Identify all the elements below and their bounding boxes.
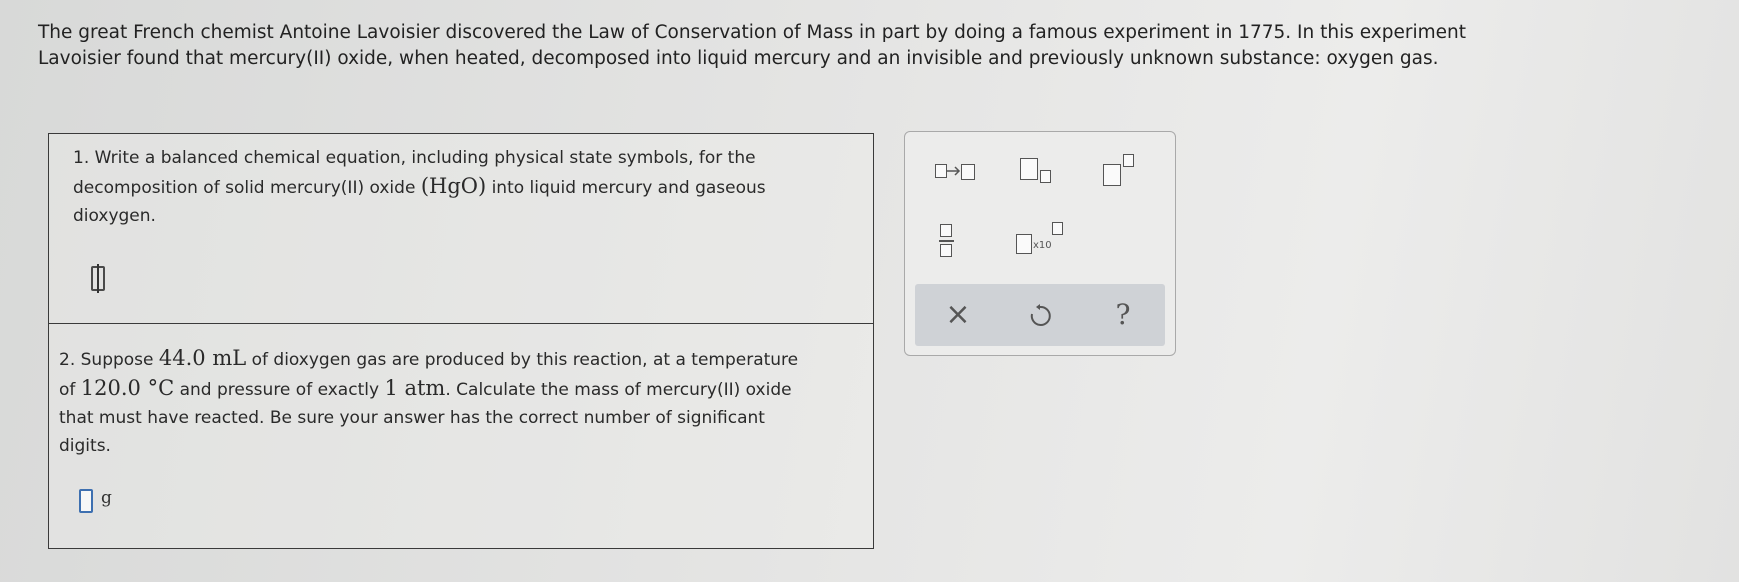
- q1-mid: decomposition of solid mercury(II) oxide: [73, 178, 421, 198]
- intro-line-2: Lavoisier found that mercury(II) oxide, when heated, decomposed into liquid mercury and an invisible and previously unknown substance: oxygen gas.: [38, 48, 1439, 69]
- q2-p2: of dioxygen gas are produced by this reaction, at a temperature: [246, 350, 799, 370]
- math-toolbox: [904, 131, 1176, 356]
- question-box: [48, 133, 874, 549]
- undo-button[interactable]: [1020, 298, 1060, 332]
- q2-line-3: that must have reacted. Be sure your answer has the correct number of significant: [59, 408, 765, 428]
- question-2-text: [59, 344, 859, 460]
- superscript-button[interactable]: [1093, 152, 1153, 192]
- hgo-formula: (HgO): [420, 174, 487, 198]
- equation-answer-field[interactable]: [91, 266, 105, 291]
- subscript-box-icon: [1040, 170, 1051, 183]
- q2-line-1: [59, 344, 859, 374]
- mass-unit: g: [101, 488, 112, 508]
- q1-line-1: 1. Write a balanced chemical equation, including physical state symbols, for the: [73, 148, 756, 168]
- box-icon: [961, 164, 975, 180]
- undo-icon: [1027, 302, 1053, 330]
- q1-suffix: into liquid mercury and gaseous: [486, 178, 766, 198]
- action-bar: [915, 284, 1165, 346]
- pressure-value: 1 atm: [384, 376, 446, 400]
- q2-line-2: [59, 374, 859, 404]
- clear-button[interactable]: ×: [945, 297, 971, 332]
- subscript-button[interactable]: [1008, 152, 1068, 192]
- q2-line-4: digits.: [59, 436, 111, 456]
- mass-answer-field[interactable]: [79, 489, 93, 513]
- temperature-value: 120.0 °C: [80, 376, 175, 400]
- mantissa-box-icon: [1016, 234, 1032, 254]
- fraction-button[interactable]: [927, 218, 967, 264]
- reaction-arrow-button[interactable]: [923, 152, 983, 192]
- x10-label: x10: [1033, 240, 1052, 251]
- box-icon: [935, 164, 947, 178]
- numerator-box-icon: [940, 224, 952, 237]
- intro-line-1: The great French chemist Antoine Lavoisier discovered the Law of Conservation of Mass in part by doing a famous experiment in 1775. In this experiment: [38, 22, 1466, 43]
- intro-text: [38, 20, 1698, 72]
- help-button[interactable]: ?: [1115, 298, 1131, 331]
- question-1: [49, 134, 873, 324]
- q1-line-3: dioxygen.: [73, 206, 156, 226]
- q2-p1: 2. Suppose: [59, 350, 159, 370]
- q1-line-2: [73, 172, 853, 202]
- fraction-bar-icon: [939, 240, 954, 242]
- q2-p4: and pressure of exactly: [174, 380, 385, 400]
- q2-p5: . Calculate the mass of mercury(II) oxide: [445, 380, 792, 400]
- scientific-notation-button[interactable]: [1008, 220, 1078, 264]
- question-1-text: [73, 144, 853, 230]
- exponent-box-icon: [1052, 222, 1063, 235]
- arrow-right-icon: [947, 166, 961, 176]
- question-2: [49, 324, 873, 548]
- superscript-box-icon: [1123, 154, 1134, 167]
- volume-value: 44.0 mL: [158, 346, 247, 370]
- q2-p3: of: [59, 380, 81, 400]
- base-box-icon: [1020, 158, 1038, 180]
- base-box-icon: [1103, 164, 1121, 186]
- denominator-box-icon: [940, 244, 952, 257]
